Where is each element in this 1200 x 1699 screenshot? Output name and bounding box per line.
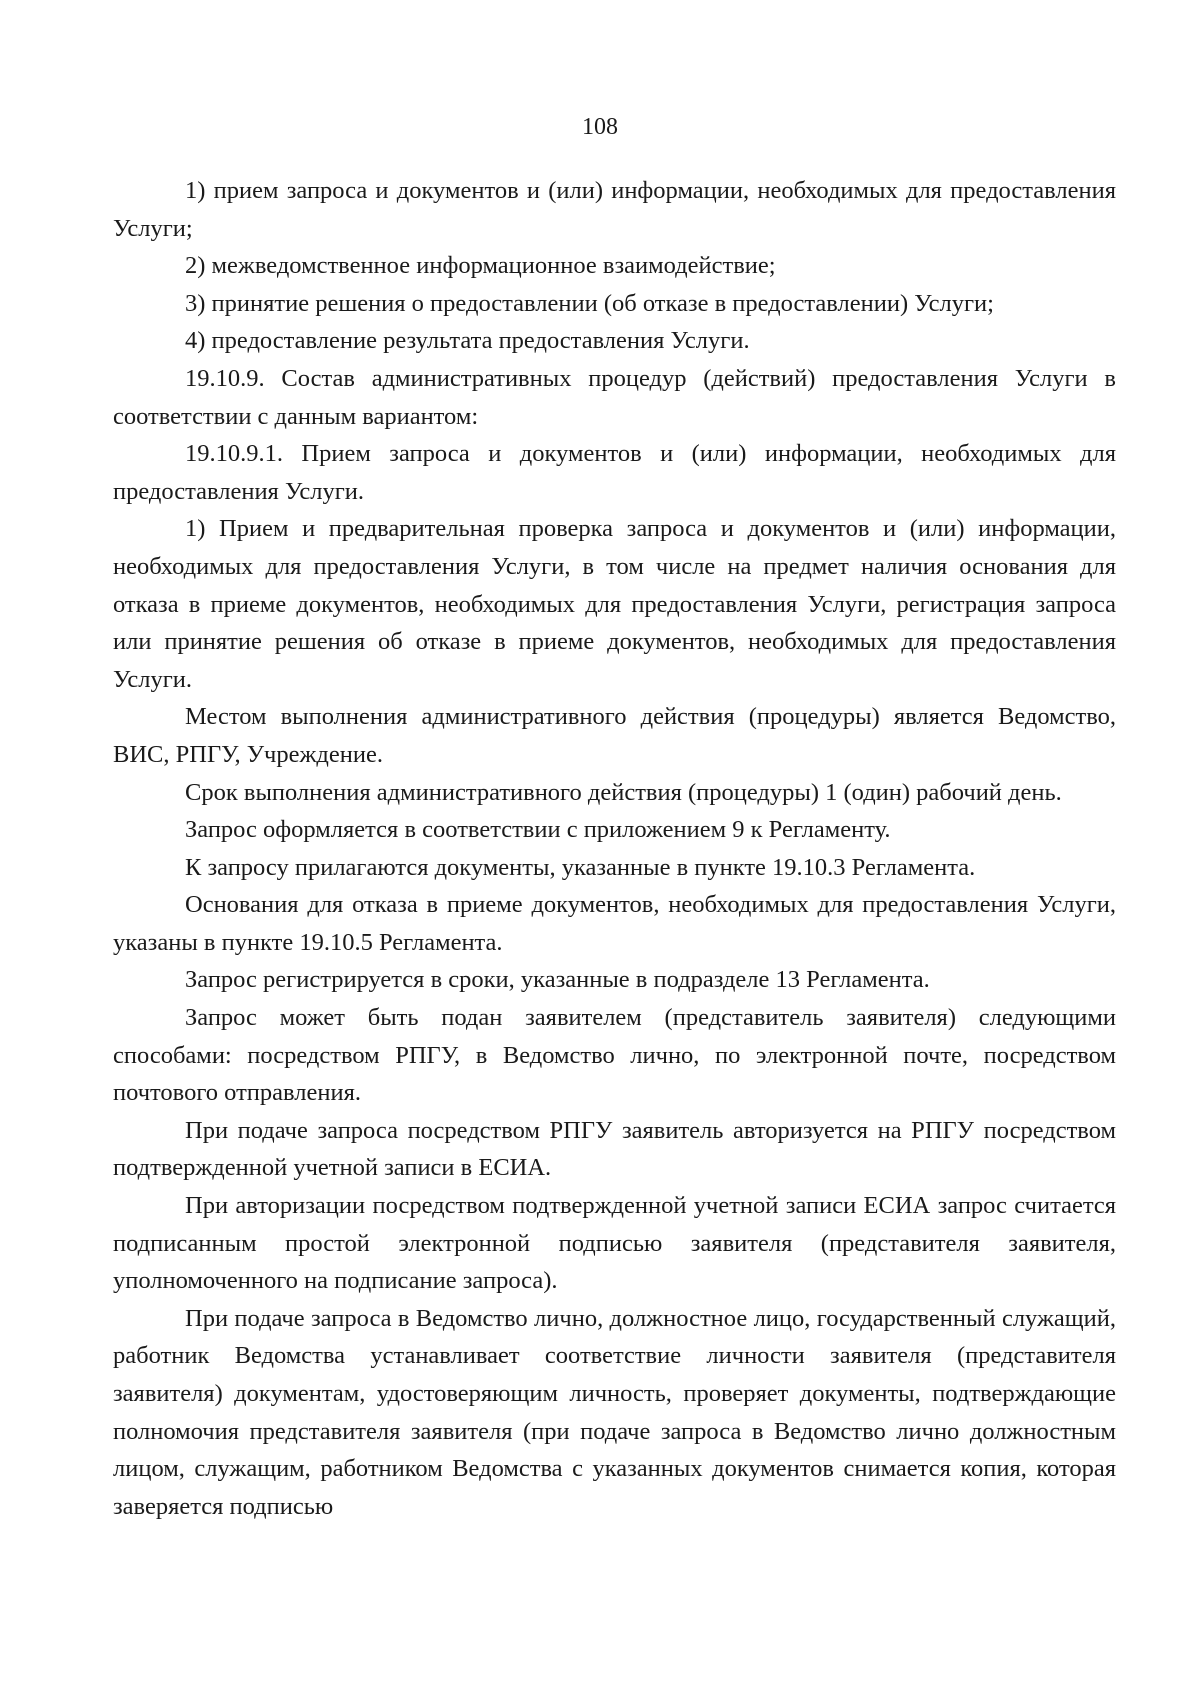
document-body — [113, 172, 1116, 1525]
paragraph-in-person: При подаче запроса в Ведомство лично, должностное лицо, государственный служащий, работник Ведомства устанавливает соответствие личности заявителя (представителя заявителя) документам, удостоверяющим личность, проверяет документы, подтверждающие полномочия представителя заявителя (при подаче запроса в Ведомство лично должностным лицом, служащим, работником Ведомства с указанных документов снимается копия, которая заверяется подписью — [113, 1304, 1116, 1520]
paragraph-section-19-10-9: 19.10.9. Состав административных процедур (действий) предоставления Услуги в соответствии с данным вариантом: — [113, 364, 1116, 430]
paragraph-item-3: 3) принятие решения о предоставлении (об отказе в предоставлении) Услуги; — [185, 289, 994, 317]
paragraph-item-1: 1) прием запроса и документов и (или) информации, необходимых для предоставления Услуги; — [113, 177, 1116, 242]
paragraph-item-4: 4) предоставление результата предоставления Услуги. — [185, 327, 750, 355]
paragraph-submission-methods: Запрос может быть подан заявителем (представитель заявителя) следующими способами: посредством РПГУ, в Ведомство лично, по электронной почте, посредством почтового отправления. — [113, 1004, 1116, 1107]
paragraph-attachments: К запросу прилагаются документы, указанные в пункте 19.10.3 Регламента. — [185, 853, 976, 881]
paragraph-deadline: Срок выполнения административного действия (процедуры) 1 (один) рабочий день. — [185, 778, 1062, 806]
page-number: 108 — [582, 114, 618, 140]
paragraph-refusal-grounds: Основания для отказа в приеме документов, необходимых для предоставления Услуги, указаны в пункте 19.10.5 Регламента. — [113, 891, 1116, 956]
paragraph-esia-signature: При авторизации посредством подтвержденной учетной записи ЕСИА запрос считается подписанным простой электронной подписью заявителя (представителя заявителя, уполномоченного на подписание запроса). — [113, 1192, 1116, 1295]
paragraph-rpgu-authorization: При подаче запроса посредством РПГУ заявитель авторизуется на РПГУ посредством подтвержденной учетной записи в ЕСИА. — [113, 1116, 1116, 1182]
paragraph-registration: Запрос регистрируется в сроки, указанные в подразделе 13 Регламента. — [185, 966, 930, 994]
paragraph-section-19-10-9-1: 19.10.9.1. Прием запроса и документов и (или) информации, необходимых для предоставления Услуги. — [113, 440, 1116, 505]
paragraph-item-2: 2) межведомственное информационное взаимодействие; — [185, 252, 776, 280]
paragraph-reception-check: 1) Прием и предварительная проверка запроса и документов и (или) информации, необходимых для предоставления Услуги, в том числе на предмет наличия основания для отказа в приеме документов, необходимых для предоставления Услуги, регистрация запроса или принятие решения об отказе в приеме документов, необходимых для предоставления Услуги. — [113, 515, 1116, 693]
paragraph-request-form: Запрос оформляется в соответствии с приложением 9 к Регламенту. — [185, 816, 891, 844]
paragraph-place: Местом выполнения административного действия (процедуры) является Ведомство, ВИС, РПГУ, Учреждение. — [113, 703, 1116, 768]
